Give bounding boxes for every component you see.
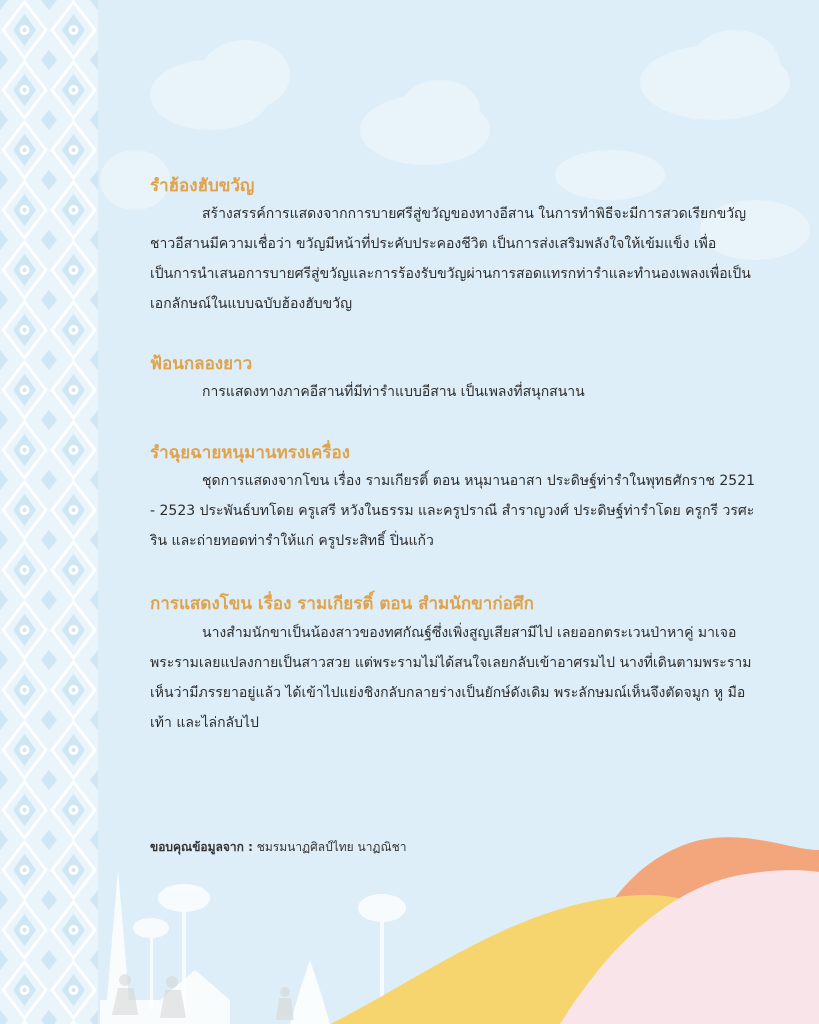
section-body: สร้างสรรค์การแสดงจากการบายศรีสู่ขวัญของทางอีสาน ในการทำพิธีจะมีการสวดเรียกขวัญ ชาวอีสานมีความเชื่อว่า ขวัญมีหน้าที่ประคับประคองชีวิต เป็นการส่งเสริมพลังใจให้เข้มแข็ง เพื่อเป็นการนำเสนอการบายศรีสู่ขวัญและการร้องรับขวัญผ่านการสอดแทรกท่ารำและทำนองเพลงเพื่อเป็นเอกลักษณ์ในแบบฉบับฮ้องฮับขวัญ [150, 206, 751, 312]
section-title: การแสดงโขน เรื่อง รามเกียรติ์ ตอน สำมนักขาก่อศึก [150, 594, 534, 614]
section-body: นางสำมนักขาเป็นน้องสาวของทศกัณฐ์ซึ่งเพิ่งสูญเสียสามีไป เลยออกตระเวนป่าหาคู่ มาเจอพระรามเลยแปลงกายเป็นสาวสวย แต่พระรามไม่ได้สนใจเลยกลับเข้าอาศรมไป นางที่เดินตามพระราม เห็นว่ามีภรรยาอยู่แล้ว ได้เข้าไปแย่งชิงกลับกลายร่างเป็นยักษ์ดังเดิม พระลักษมณ์เห็นจึงตัดจมูก หู มือ เท้า และไล่กลับไป [150, 625, 752, 731]
credit-label: ขอบคุณข้อมูลจาก : [150, 840, 253, 854]
credit-value: ชมรมนาฏศิลป์ไทย นาฏณิชา [256, 840, 407, 854]
section-body: การแสดงทางภาคอีสานที่มีท่ารำแบบอีสาน เป็นเพลงที่สนุกสนาน [202, 384, 585, 400]
bottom-decoration [0, 820, 819, 1024]
section-title: ฟ้อนกลองยาว [150, 354, 253, 374]
section-title: รำฮ้องฮับขวัญ [150, 176, 255, 196]
section-body: ชุดการแสดงจากโขน เรื่อง รามเกียรติ์ ตอน หนุมานอาสา ประดิษฐ์ท่ารำในพุทธศักราช 2521 - 2523 ประพันธ์บทโดย ครูเสรี หวังในธรรม และครูปราณี สำราญวงศ์ ประดิษฐ์ท่ารำโดย ครูกรี วรศะริน และถ่ายทอดท่ารำให้แก่ ครูประสิทธิ์ ปิ่นแก้ว [150, 473, 756, 549]
section-title: รำฉุยฉายหนุมานทรงเครื่อง [150, 443, 350, 463]
